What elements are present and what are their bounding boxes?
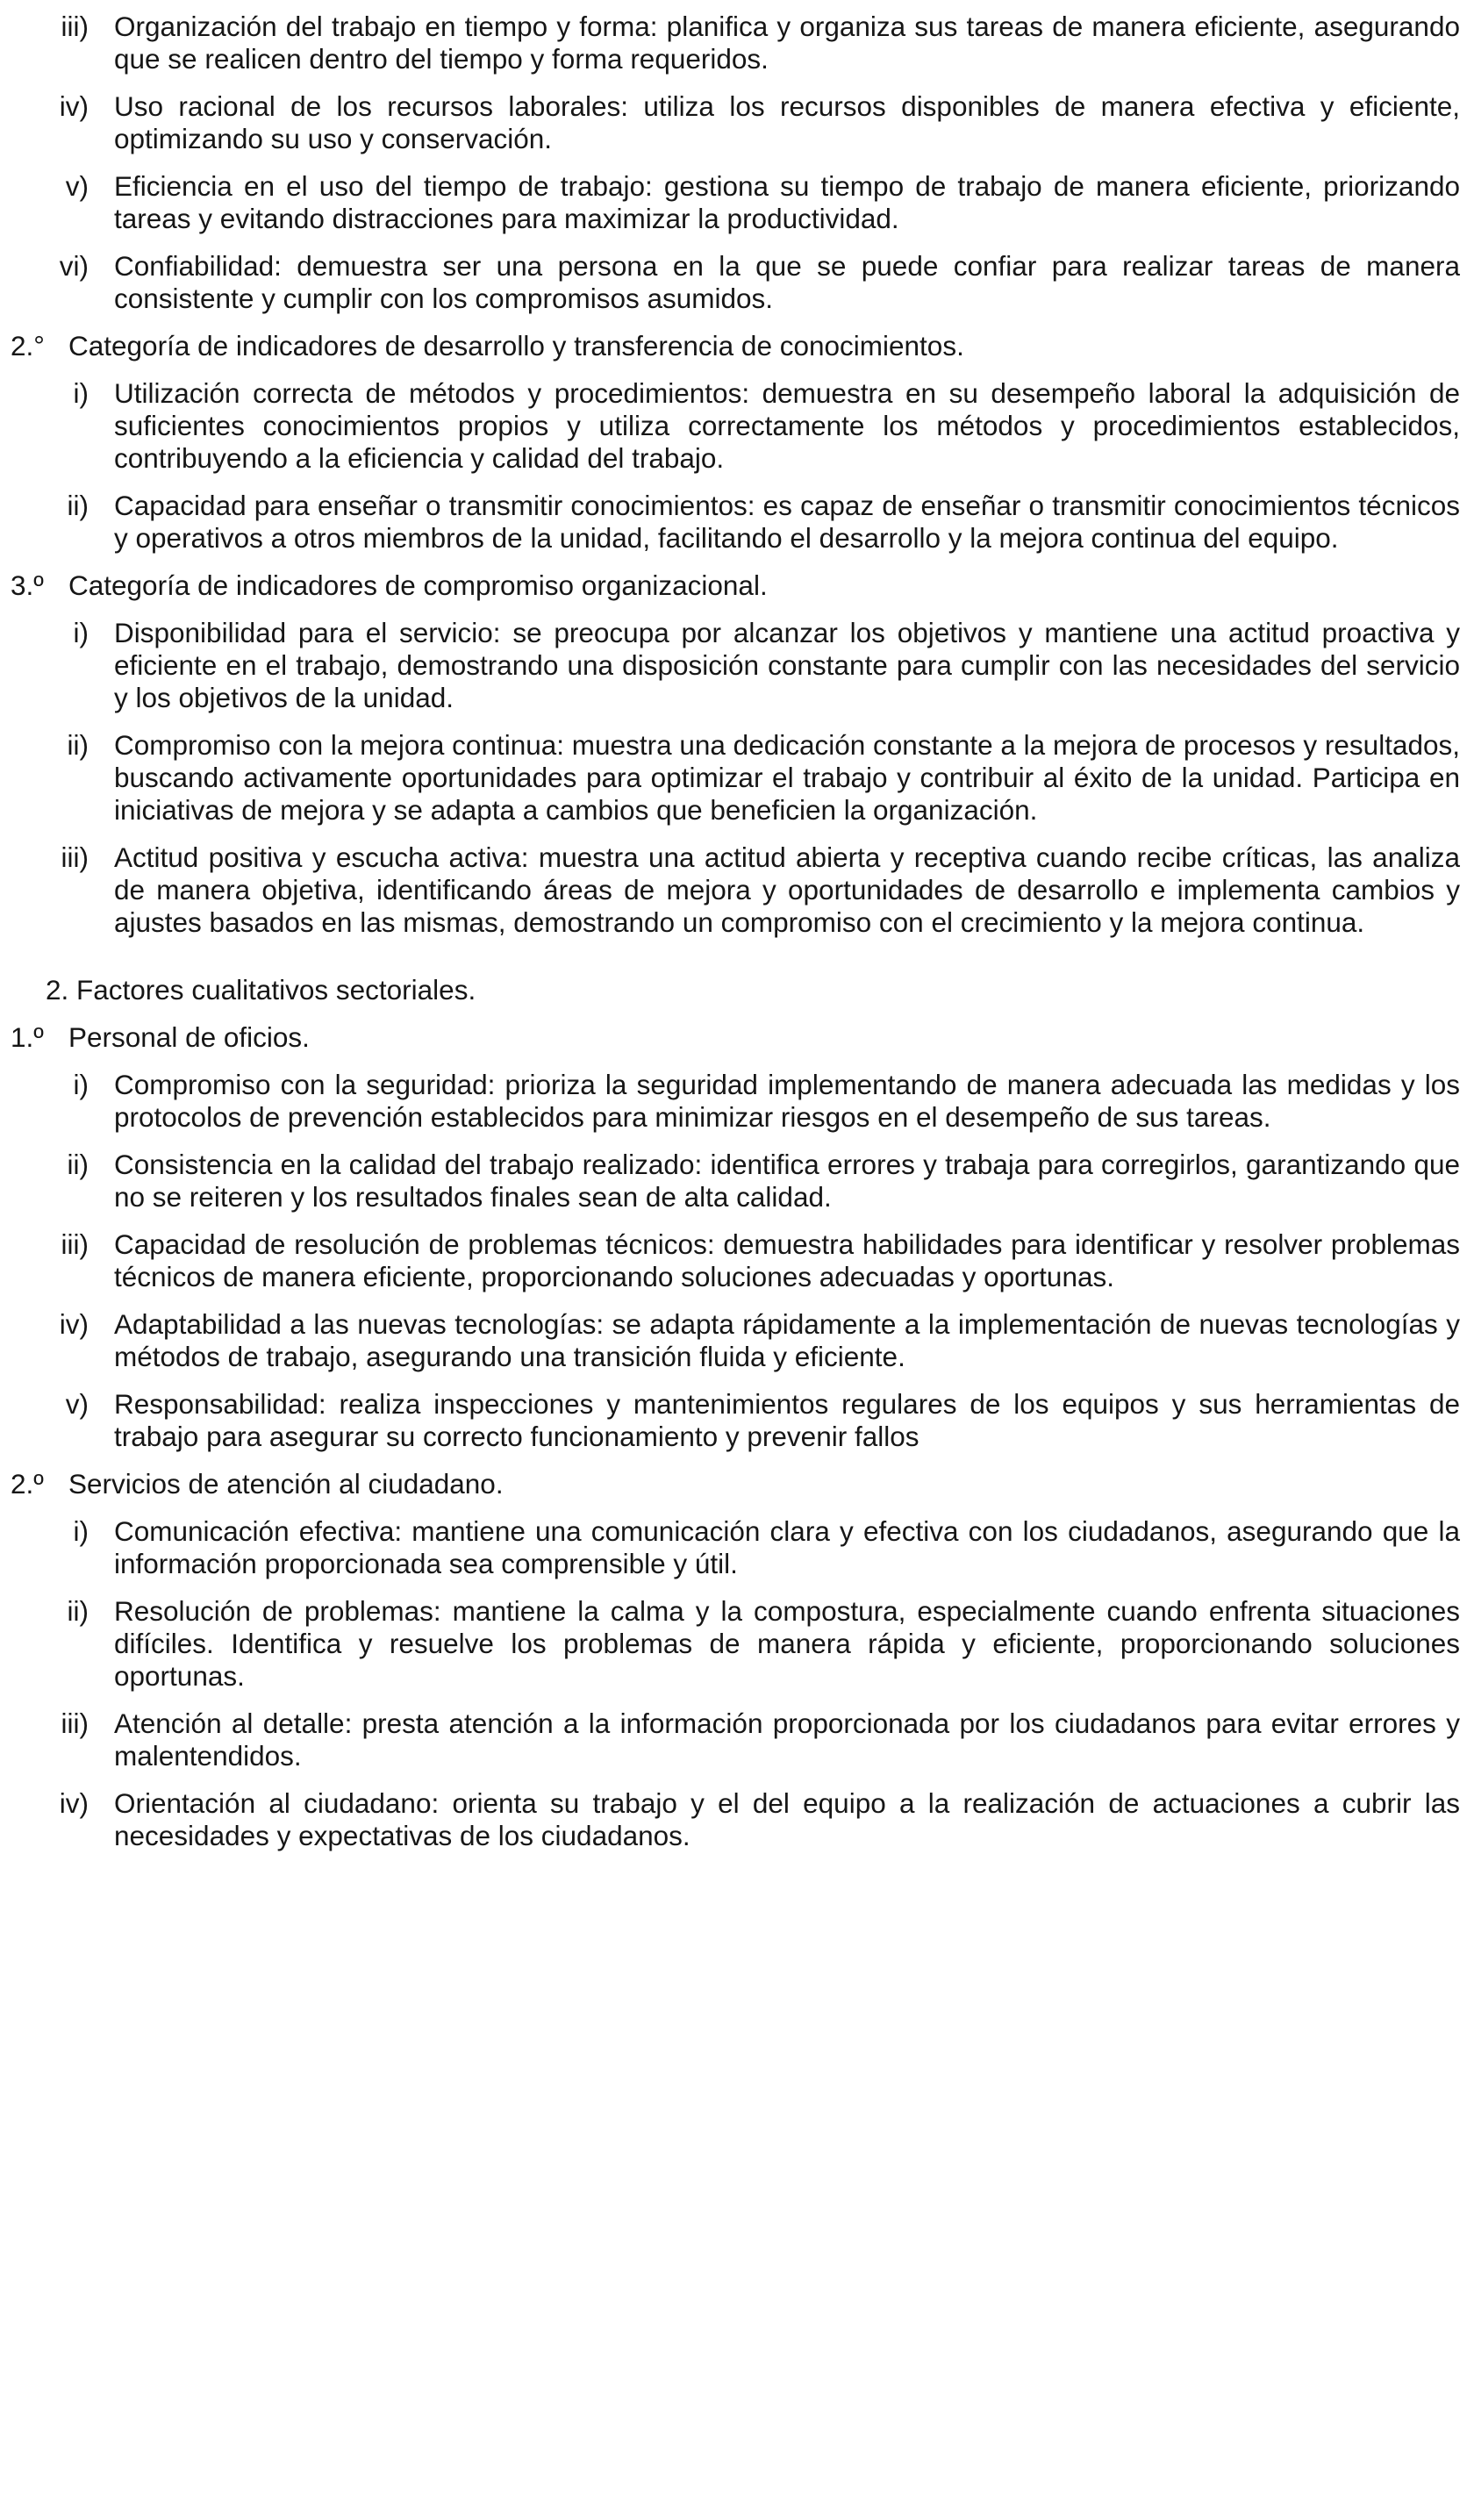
- item-text: Eficiencia en el uso del tiempo de trabajo: gestiona su tiempo de trabajo de manera eficiente, priorizando tareas y evitando distracciones para maximizar la productividad.: [114, 170, 1460, 234]
- item-text: Adaptabilidad a las nuevas tecnologías: se adapta rápidamente a la implementación de nuevas tecnologías y métodos de trabajo, asegurando una transición fluida y eficiente.: [114, 1308, 1460, 1372]
- item-number: i): [73, 377, 89, 409]
- item-number: ii): [67, 1595, 89, 1627]
- list-item: [11, 90, 1460, 155]
- list-item: [11, 729, 1460, 827]
- item-number: iv): [59, 1308, 89, 1340]
- item-text: Organización del trabajo en tiempo y forma: planifica y organiza sus tareas de manera eficiente, asegurando que se realicen dentro del tiempo y forma requeridos.: [114, 11, 1460, 75]
- list-item: [11, 841, 1460, 939]
- item-number: i): [73, 1069, 89, 1100]
- item-text: Disponibilidad para el servicio: se preocupa por alcanzar los objetivos y mantiene una actitud proactiva y eficiente en el trabajo, demostrando una disposición constante para cumplir con las necesidades del servicio y los objetivos de la unidad.: [114, 617, 1460, 713]
- category-heading-knowledge: [11, 330, 1460, 362]
- item-number: v): [65, 170, 89, 202]
- list-item: [11, 1388, 1460, 1453]
- item-text: Orientación al ciudadano: orienta su trabajo y el del equipo a la realización de actuaciones a cubrir las necesidades y expectativas de los ciudadanos.: [114, 1787, 1460, 1851]
- item-number: vi): [59, 250, 89, 282]
- item-text: Comunicación efectiva: mantiene una comunicación clara y efectiva con los ciudadanos, asegurando que la información proporcionada sea comprensible y útil.: [114, 1515, 1460, 1579]
- list-item: [11, 170, 1460, 235]
- list-item: [11, 377, 1460, 475]
- item-text: Uso racional de los recursos laborales: utiliza los recursos disponibles de manera efectiva y eficiente, optimizando su uso y conservación.: [114, 90, 1460, 154]
- item-text: Atención al detalle: presta atención a la información proporcionada por los ciudadanos para evitar errores y malentendidos.: [114, 1707, 1460, 1772]
- category-number: 2.º: [11, 1468, 44, 1500]
- list-item: [11, 617, 1460, 714]
- category-number: 2.°: [11, 330, 45, 362]
- item-text: Actitud positiva y escucha activa: muestra una actitud abierta y receptiva cuando recibe críticas, las analiza de manera objetiva, identificando áreas de mejora y oportunidades de desarrollo e implementa cambios y ajustes basados en las mismas, demostrando un compromiso con el crecimiento y la mejora continua.: [114, 841, 1460, 938]
- list-item: [11, 1308, 1460, 1373]
- item-text: Capacidad para enseñar o transmitir conocimientos: es capaz de enseñar o transmitir conocimientos técnicos y operativos a otros miembros de la unidad, facilitando el desarrollo y la mejora continua del equipo.: [114, 490, 1460, 554]
- category-title: Categoría de indicadores de compromiso organizacional.: [68, 569, 768, 601]
- item-number: i): [73, 617, 89, 648]
- item-number: v): [65, 1388, 89, 1420]
- item-number: iii): [61, 841, 89, 873]
- item-text: Responsabilidad: realiza inspecciones y mantenimientos regulares de los equipos y sus herramientas de trabajo para asegurar su correcto funcionamiento y prevenir fallos: [114, 1388, 1460, 1452]
- category-number: 3.º: [11, 569, 44, 601]
- category-number: 1.º: [11, 1021, 44, 1053]
- category-title: Categoría de indicadores de desarrollo y transferencia de conocimientos.: [68, 330, 964, 362]
- item-number: iii): [61, 11, 89, 42]
- item-text: Capacidad de resolución de problemas técnicos: demuestra habilidades para identificar y resolver problemas técnicos de manera eficiente, proporcionando soluciones adecuadas y oportunas.: [114, 1228, 1460, 1292]
- continued-indicator-list: [11, 11, 1460, 315]
- item-text: Compromiso con la seguridad: prioriza la seguridad implementando de manera adecuada las medidas y los protocolos de prevención establecidos para minimizar riesgos en el desempeño de sus tareas.: [114, 1069, 1460, 1133]
- item-text: Resolución de problemas: mantiene la calma y la compostura, especialmente cuando enfrenta situaciones difíciles. Identifica y resuelve los problemas de manera rápida y eficiente, proporcionando soluciones oportunas.: [114, 1595, 1460, 1692]
- category-heading-trades: [11, 1021, 1460, 1054]
- item-number: ii): [67, 729, 89, 761]
- category-heading-commitment: [11, 569, 1460, 602]
- item-number: iii): [61, 1228, 89, 1260]
- list-item: [11, 1707, 1460, 1772]
- list-item: [11, 1787, 1460, 1852]
- item-number: ii): [67, 1149, 89, 1180]
- item-number: iv): [59, 1787, 89, 1819]
- item-number: iii): [61, 1707, 89, 1739]
- list-item: [11, 11, 1460, 75]
- list-item: [11, 250, 1460, 315]
- item-text: Confiabilidad: demuestra ser una persona en la que se puede confiar para realizar tareas de manera consistente y cumplir con los compromisos asumidos.: [114, 250, 1460, 314]
- section-heading-sector-factors: 2. Factores cualitativos sectoriales.: [46, 974, 476, 1006]
- list-item: [11, 1228, 1460, 1293]
- list-item: [11, 1515, 1460, 1580]
- list-item: [11, 1595, 1460, 1693]
- item-text: Consistencia en la calidad del trabajo realizado: identifica errores y trabaja para corregirlos, garantizando que no se reiteren y los resultados finales sean de alta calidad.: [114, 1149, 1460, 1213]
- list-item: [11, 1069, 1460, 1134]
- item-number: ii): [67, 490, 89, 521]
- item-number: iv): [59, 90, 89, 122]
- item-number: i): [73, 1515, 89, 1547]
- list-item: [11, 490, 1460, 555]
- category-title: Personal de oficios.: [68, 1021, 310, 1053]
- category-title: Servicios de atención al ciudadano.: [68, 1468, 504, 1500]
- item-text: Utilización correcta de métodos y procedimientos: demuestra en su desempeño laboral la adquisición de suficientes conocimientos propios y utiliza correctamente los métodos y procedimientos establecidos, contribuyendo a la eficiencia y calidad del trabajo.: [114, 377, 1460, 474]
- list-item: [11, 1149, 1460, 1213]
- item-text: Compromiso con la mejora continua: muestra una dedicación constante a la mejora de procesos y resultados, buscando activamente oportunidades para optimizar el trabajo y contribuir al éxito de la unidad. Participa en iniciativas de mejora y se adapta a cambios que beneficien la organización.: [114, 729, 1460, 826]
- category-heading-citizen-services: [11, 1468, 1460, 1500]
